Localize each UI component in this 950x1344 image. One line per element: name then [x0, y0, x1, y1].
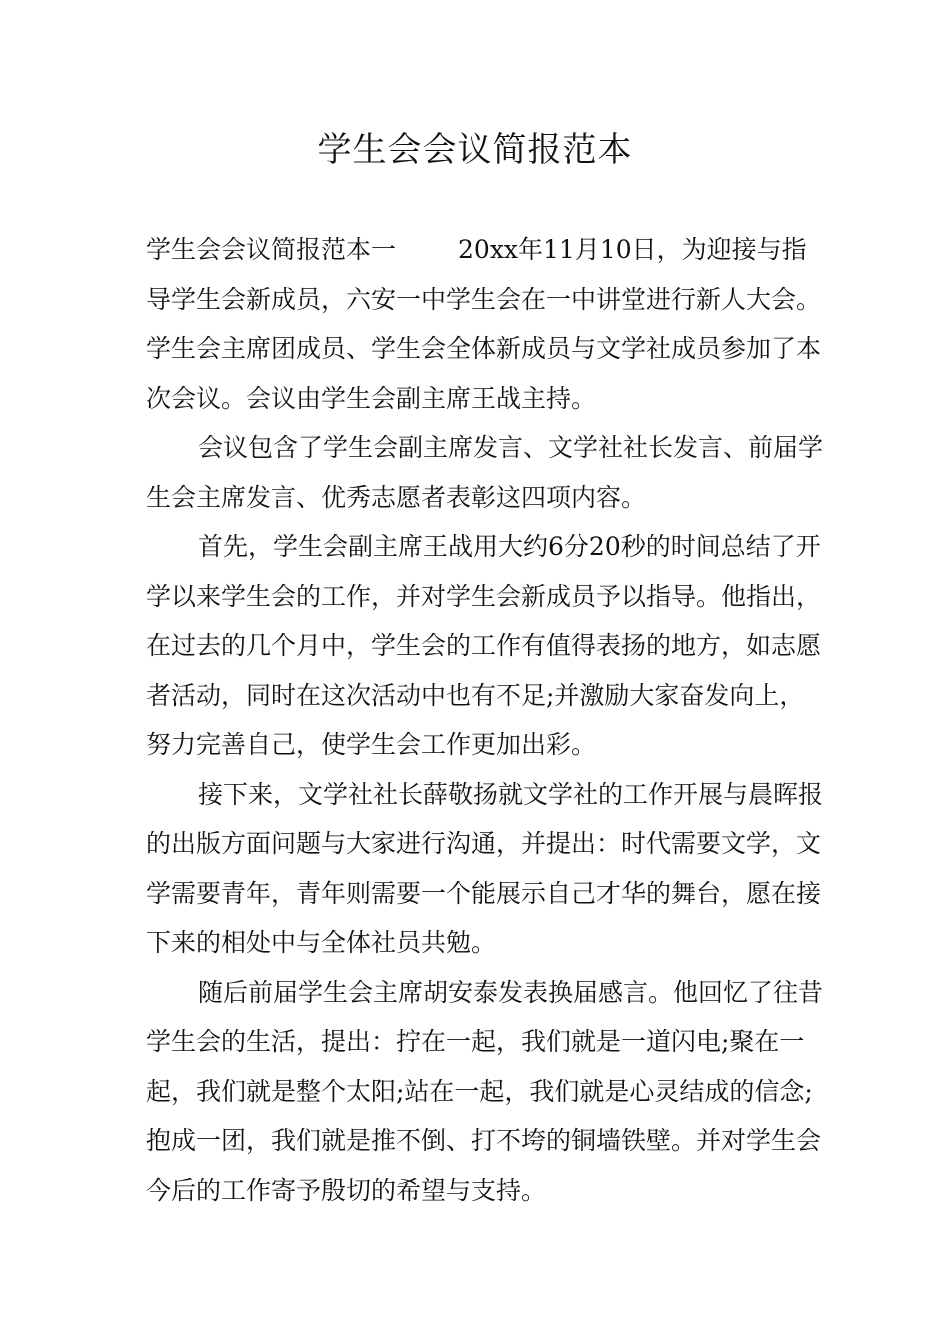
paragraph-intro [146, 225, 826, 423]
paragraph: 随后前届学生会主席胡安泰发表换届感言。他回忆了往昔学生会的生活，提出：拧在一起，我们就是一道闪电;聚在一起，我们就是整个太阳;站在一起，我们就是心灵结成的信念;抱成一团，我们就是推不倒、打不垮的铜墙铁壁。并对学生会今后的工作寄予殷切的希望与支持。 [146, 977, 824, 1205]
intro-label: 学生会会议简报范本一 [146, 235, 397, 264]
document-body [146, 225, 826, 1215]
paragraph: 接下来，文学社社长薛敬扬就文学社的工作开展与晨晖报的出版方面问题与大家进行沟通，并提出：时代需要文学，文学需要青年，青年则需要一个能展示自己才华的舞台，愿在接下来的相处中与全体社员共勉。 [146, 779, 824, 957]
paragraph: 会议包含了学生会副主席发言、文学社社长发言、前届学生会主席发言、优秀志愿者表彰这四项内容。 [146, 433, 824, 512]
paragraph: 首先，学生会副主席王战用大约6分20秒的时间总结了开学以来学生会的工作，并对学生会新成员予以指导。他指出，在过去的几个月中，学生会的工作有值得表扬的地方，如志愿者活动，同时在这次活动中也有不足;并激励大家奋发向上，努力完善自己，使学生会工作更加出彩。 [146, 532, 822, 759]
paragraph-text: 20xx年11月10日，为迎接与指导学生会新成员，六安一中学生会在一中讲堂进行新人大会。学生会主席团成员、学生会全体新成员与文学社成员参加了本次会议。会议由学生会副主席王战主持。 [146, 235, 822, 413]
document-title: 学生会会议简报范本 [317, 130, 633, 170]
